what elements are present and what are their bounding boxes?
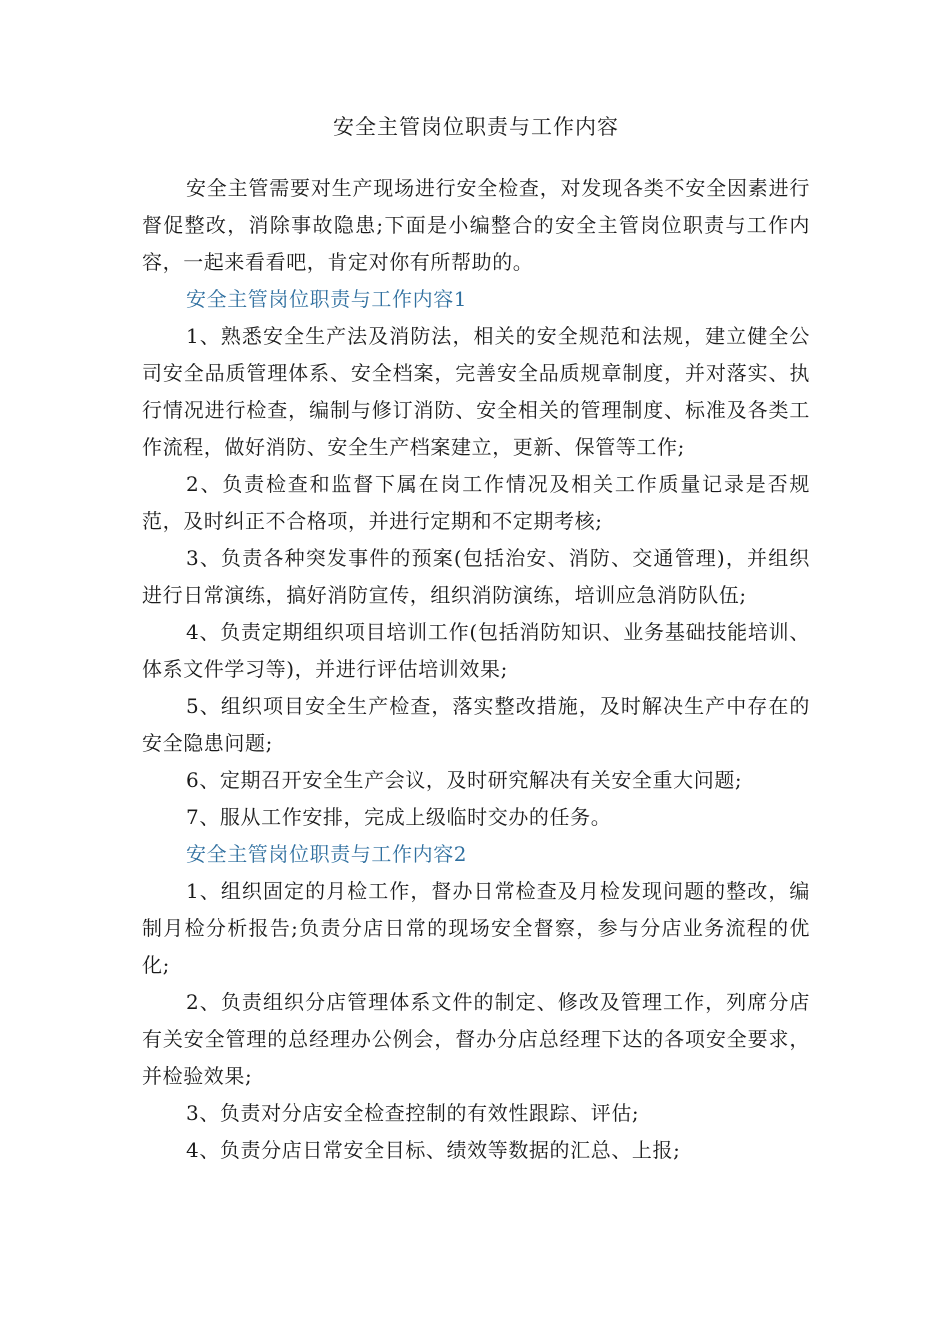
document-page bbox=[142, 112, 810, 1169]
intro-paragraph: 安全主管需要对生产现场进行安全检查，对发现各类不安全因素进行督促整改，消除事故隐患;下面是小编整合的安全主管岗位职责与工作内容，一起来看看吧，肯定对你有所帮助的。 bbox=[142, 176, 810, 274]
document-title: 安全主管岗位职责与工作内容 bbox=[333, 115, 619, 139]
list-item: 7、服从工作安排，完成上级临时交办的任务。 bbox=[186, 805, 612, 829]
list-item: 5、组织项目安全生产检查，落实整改措施，及时解决生产中存在的安全隐患问题; bbox=[142, 694, 810, 755]
list-item: 2、负责组织分店管理体系文件的制定、修改及管理工作，列席分店有关安全管理的总经理办公例会，督办分店总经理下达的各项安全要求，并检验效果; bbox=[142, 990, 810, 1088]
list-item: 1、组织固定的月检工作，督办日常检查及月检发现问题的整改，编制月检分析报告;负责分店日常的现场安全督察，参与分店业务流程的优化; bbox=[142, 879, 810, 977]
list-item: 3、负责各种突发事件的预案(包括治安、消防、交通管理)，并组织进行日常演练，搞好消防宣传，组织消防演练，培训应急消防队伍; bbox=[142, 546, 810, 607]
section-heading-2: 安全主管岗位职责与工作内容2 bbox=[186, 842, 468, 866]
list-item: 2、负责检查和监督下属在岗工作情况及相关工作质量记录是否规范，及时纠正不合格项，并进行定期和不定期考核; bbox=[142, 472, 810, 533]
list-item: 3、负责对分店安全检查控制的有效性跟踪、评估; bbox=[186, 1101, 640, 1125]
list-item: 4、负责分店日常安全目标、绩效等数据的汇总、上报; bbox=[186, 1138, 681, 1162]
list-item: 4、负责定期组织项目培训工作(包括消防知识、业务基础技能培训、体系文件学习等)，并进行评估培训效果; bbox=[142, 620, 810, 681]
list-item: 6、定期召开安全生产会议，及时研究解决有关安全重大问题; bbox=[186, 768, 743, 792]
list-item: 1、熟悉安全生产法及消防法，相关的安全规范和法规，建立健全公司安全品质管理体系、安全档案，完善安全品质规章制度，并对落实、执行情况进行检查，编制与修订消防、安全相关的管理制度、标准及各类工作流程，做好消防、安全生产档案建立，更新、保管等工作; bbox=[142, 324, 810, 459]
section-heading-1: 安全主管岗位职责与工作内容1 bbox=[186, 287, 468, 311]
